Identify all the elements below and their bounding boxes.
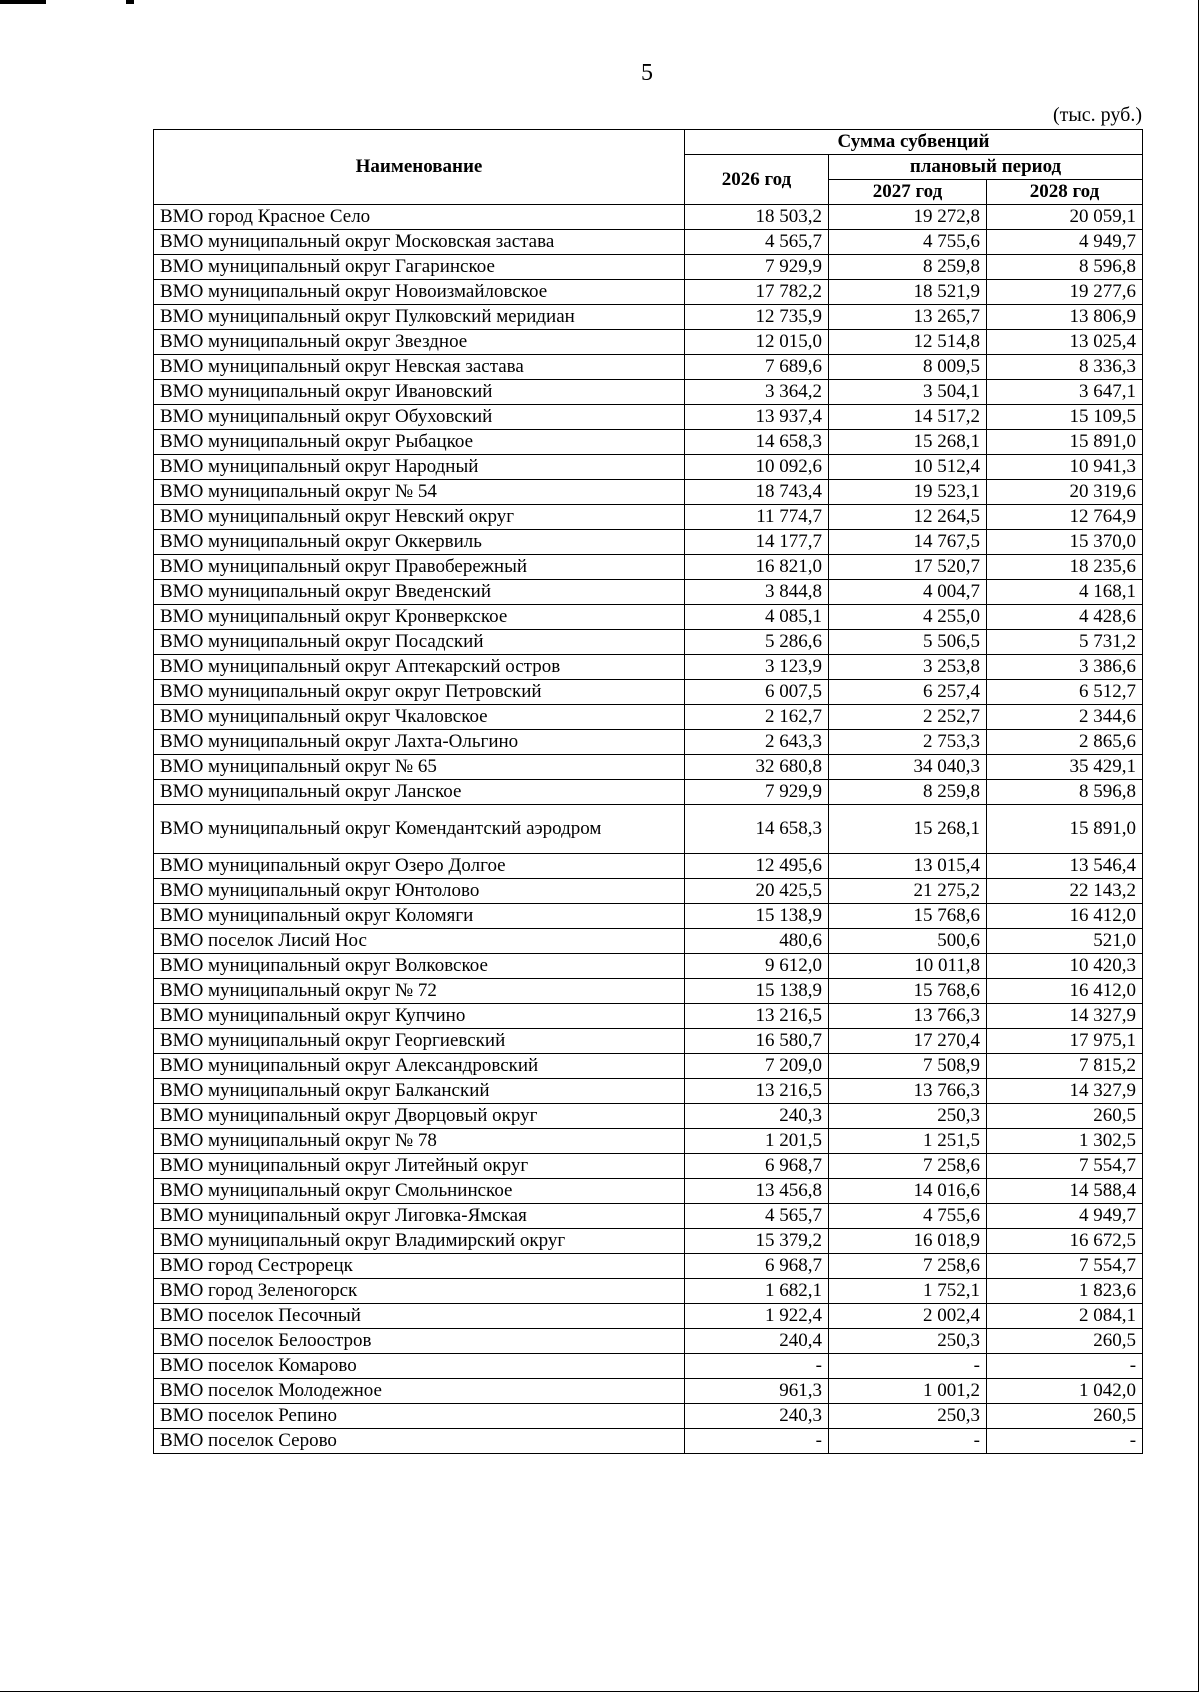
- row-value-2028: 15 891,0: [987, 805, 1143, 854]
- header-year-2028: 2028 год: [987, 180, 1143, 205]
- row-value-2027: 7 508,9: [829, 1054, 987, 1079]
- row-value-2027: 5 506,5: [829, 630, 987, 655]
- header-sum: Сумма субвенций: [685, 130, 1143, 155]
- row-value-2027: 15 768,6: [829, 979, 987, 1004]
- row-name-cell: ВМО муниципальный округ Введенский: [154, 580, 685, 605]
- row-value-2026: 12 735,9: [685, 305, 829, 330]
- row-value-2026: 240,3: [685, 1404, 829, 1429]
- row-name-cell: ВМО муниципальный округ Посадский: [154, 630, 685, 655]
- table-row: [154, 455, 1143, 480]
- row-name-cell: ВМО поселок Серово: [154, 1429, 685, 1454]
- row-value-2028: 2 084,1: [987, 1304, 1143, 1329]
- row-name-cell: ВМО муниципальный округ Аптекарский остров: [154, 655, 685, 680]
- row-value-2027: 15 768,6: [829, 904, 987, 929]
- row-value-2028: -: [987, 1354, 1143, 1379]
- table-row: [154, 1079, 1143, 1104]
- row-value-2027: 18 521,9: [829, 280, 987, 305]
- row-value-2028: 5 731,2: [987, 630, 1143, 655]
- row-value-2026: 13 216,5: [685, 1004, 829, 1029]
- row-value-2026: 240,3: [685, 1104, 829, 1129]
- table-row: [154, 805, 1143, 854]
- row-value-2028: 14 327,9: [987, 1079, 1143, 1104]
- row-name-cell: ВМО муниципальный округ Купчино: [154, 1004, 685, 1029]
- table-row: [154, 755, 1143, 780]
- row-value-2027: 15 268,1: [829, 430, 987, 455]
- table-row: [154, 480, 1143, 505]
- table-row: [154, 929, 1143, 954]
- row-name-cell: ВМО поселок Молодежное: [154, 1379, 685, 1404]
- row-value-2026: 5 286,6: [685, 630, 829, 655]
- row-value-2026: 6 007,5: [685, 680, 829, 705]
- row-name-cell: ВМО муниципальный округ Оккервиль: [154, 530, 685, 555]
- row-value-2027: 4 755,6: [829, 230, 987, 255]
- row-value-2026: 20 425,5: [685, 879, 829, 904]
- row-value-2028: 4 428,6: [987, 605, 1143, 630]
- row-value-2026: 16 580,7: [685, 1029, 829, 1054]
- row-value-2028: 3 647,1: [987, 380, 1143, 405]
- row-value-2028: 16 412,0: [987, 904, 1143, 929]
- table-row: [154, 1279, 1143, 1304]
- row-value-2026: 17 782,2: [685, 280, 829, 305]
- row-value-2026: 6 968,7: [685, 1154, 829, 1179]
- table-row: [154, 1154, 1143, 1179]
- row-value-2028: 14 588,4: [987, 1179, 1143, 1204]
- row-name-cell: ВМО муниципальный округ Владимирский округ: [154, 1229, 685, 1254]
- table-row: [154, 605, 1143, 630]
- table-row: [154, 705, 1143, 730]
- row-name-cell: ВМО муниципальный округ Лиговка-Ямская: [154, 1204, 685, 1229]
- row-value-2027: 19 523,1: [829, 480, 987, 505]
- row-value-2026: 15 138,9: [685, 979, 829, 1004]
- row-name-cell: ВМО поселок Лисий Нос: [154, 929, 685, 954]
- row-value-2026: 240,4: [685, 1329, 829, 1354]
- row-value-2028: 13 025,4: [987, 330, 1143, 355]
- table-row: [154, 1404, 1143, 1429]
- row-value-2026: 11 774,7: [685, 505, 829, 530]
- row-name-cell: ВМО муниципальный округ Чкаловское: [154, 705, 685, 730]
- row-value-2026: 15 379,2: [685, 1229, 829, 1254]
- row-value-2026: 13 456,8: [685, 1179, 829, 1204]
- row-value-2026: 14 658,3: [685, 430, 829, 455]
- row-name-cell: ВМО муниципальный округ Правобережный: [154, 555, 685, 580]
- row-name-cell: ВМО муниципальный округ Невская застава: [154, 355, 685, 380]
- row-value-2028: 1 823,6: [987, 1279, 1143, 1304]
- row-value-2027: 1 251,5: [829, 1129, 987, 1154]
- row-value-2027: 10 512,4: [829, 455, 987, 480]
- row-value-2028: 15 370,0: [987, 530, 1143, 555]
- row-value-2026: 7 209,0: [685, 1054, 829, 1079]
- row-value-2028: 7 554,7: [987, 1154, 1143, 1179]
- row-value-2028: 4 949,7: [987, 1204, 1143, 1229]
- row-name-cell: ВМО муниципальный округ Озеро Долгое: [154, 854, 685, 879]
- row-value-2027: 6 257,4: [829, 680, 987, 705]
- table-body: [154, 205, 1143, 1454]
- table-row: [154, 330, 1143, 355]
- row-value-2028: 3 386,6: [987, 655, 1143, 680]
- row-value-2027: 250,3: [829, 1104, 987, 1129]
- row-value-2028: 8 596,8: [987, 255, 1143, 280]
- row-value-2028: 10 420,3: [987, 954, 1143, 979]
- row-value-2028: 14 327,9: [987, 1004, 1143, 1029]
- row-name-cell: ВМО муниципальный округ Ивановский: [154, 380, 685, 405]
- table-row: [154, 954, 1143, 979]
- row-name-cell: ВМО муниципальный округ Коломяги: [154, 904, 685, 929]
- table-row: [154, 280, 1143, 305]
- row-value-2028: 20 059,1: [987, 205, 1143, 230]
- table-row: [154, 1304, 1143, 1329]
- page-number: 5: [641, 60, 653, 86]
- row-value-2026: 1 922,4: [685, 1304, 829, 1329]
- row-value-2027: 14 016,6: [829, 1179, 987, 1204]
- row-name-cell: ВМО муниципальный округ Александровский: [154, 1054, 685, 1079]
- row-name-cell: ВМО город Зеленогорск: [154, 1279, 685, 1304]
- row-value-2028: 18 235,6: [987, 555, 1143, 580]
- row-value-2027: 1 752,1: [829, 1279, 987, 1304]
- row-value-2026: -: [685, 1429, 829, 1454]
- table-row: [154, 1054, 1143, 1079]
- row-value-2028: 12 764,9: [987, 505, 1143, 530]
- table-row: [154, 430, 1143, 455]
- row-value-2027: 4 755,6: [829, 1204, 987, 1229]
- row-value-2026: 15 138,9: [685, 904, 829, 929]
- row-value-2028: 16 672,5: [987, 1229, 1143, 1254]
- row-value-2026: 16 821,0: [685, 555, 829, 580]
- row-value-2026: 18 743,4: [685, 480, 829, 505]
- row-name-cell: ВМО муниципальный округ Народный: [154, 455, 685, 480]
- table-row: [154, 1379, 1143, 1404]
- row-name-cell: ВМО поселок Комарово: [154, 1354, 685, 1379]
- row-value-2026: 14 177,7: [685, 530, 829, 555]
- table-row: [154, 1004, 1143, 1029]
- row-value-2027: 12 264,5: [829, 505, 987, 530]
- row-name-cell: ВМО муниципальный округ Волковское: [154, 954, 685, 979]
- table-row: [154, 1129, 1143, 1154]
- header-year-2027: 2027 год: [829, 180, 987, 205]
- table-row: [154, 1429, 1143, 1454]
- row-value-2026: 14 658,3: [685, 805, 829, 854]
- row-name-cell: ВМО муниципальный округ Юнтолово: [154, 879, 685, 904]
- row-value-2026: 13 216,5: [685, 1079, 829, 1104]
- table-row: [154, 1104, 1143, 1129]
- row-value-2028: 2 865,6: [987, 730, 1143, 755]
- table-row: [154, 655, 1143, 680]
- row-value-2028: 10 941,3: [987, 455, 1143, 480]
- row-value-2028: 4 168,1: [987, 580, 1143, 605]
- row-value-2027: 8 259,8: [829, 780, 987, 805]
- row-value-2026: 3 364,2: [685, 380, 829, 405]
- row-value-2026: 3 123,9: [685, 655, 829, 680]
- row-value-2027: 2 002,4: [829, 1304, 987, 1329]
- row-name-cell: ВМО муниципальный округ округ Петровский: [154, 680, 685, 705]
- row-value-2028: 2 344,6: [987, 705, 1143, 730]
- row-value-2027: 10 011,8: [829, 954, 987, 979]
- row-name-cell: ВМО муниципальный округ Московская застава: [154, 230, 685, 255]
- row-value-2026: 4 085,1: [685, 605, 829, 630]
- row-value-2026: 4 565,7: [685, 1204, 829, 1229]
- row-name-cell: ВМО город Сестрорецк: [154, 1254, 685, 1279]
- row-name-cell: ВМО муниципальный округ Пулковский меридиан: [154, 305, 685, 330]
- row-value-2028: 260,5: [987, 1329, 1143, 1354]
- row-name-cell: ВМО муниципальный округ Новоизмайловское: [154, 280, 685, 305]
- row-name-cell: ВМО город Красное Село: [154, 205, 685, 230]
- row-value-2027: 13 766,3: [829, 1004, 987, 1029]
- row-value-2027: 12 514,8: [829, 330, 987, 355]
- table-row: [154, 1254, 1143, 1279]
- row-value-2027: 13 265,7: [829, 305, 987, 330]
- units-label: (тыс. руб.): [1052, 104, 1142, 126]
- row-value-2027: 14 517,2: [829, 405, 987, 430]
- table-row: [154, 1329, 1143, 1354]
- row-value-2028: -: [987, 1429, 1143, 1454]
- row-value-2028: 19 277,6: [987, 280, 1143, 305]
- table-row: [154, 1029, 1143, 1054]
- row-name-cell: ВМО муниципальный округ Звездное: [154, 330, 685, 355]
- row-value-2026: 12 495,6: [685, 854, 829, 879]
- row-name-cell: ВМО муниципальный округ Кронверкское: [154, 605, 685, 630]
- row-value-2027: 17 520,7: [829, 555, 987, 580]
- row-name-cell: ВМО муниципальный округ Ланское: [154, 780, 685, 805]
- row-value-2028: 260,5: [987, 1104, 1143, 1129]
- row-value-2028: 8 596,8: [987, 780, 1143, 805]
- row-value-2027: 3 253,8: [829, 655, 987, 680]
- row-value-2026: 2 162,7: [685, 705, 829, 730]
- row-value-2027: 3 504,1: [829, 380, 987, 405]
- row-value-2027: -: [829, 1429, 987, 1454]
- row-value-2027: 19 272,8: [829, 205, 987, 230]
- table-row: [154, 780, 1143, 805]
- row-value-2027: 1 001,2: [829, 1379, 987, 1404]
- row-value-2026: 1 201,5: [685, 1129, 829, 1154]
- row-name-cell: ВМО муниципальный округ Обуховский: [154, 405, 685, 430]
- row-value-2027: 21 275,2: [829, 879, 987, 904]
- row-value-2027: 4 255,0: [829, 605, 987, 630]
- row-value-2027: 7 258,6: [829, 1154, 987, 1179]
- row-value-2028: 1 302,5: [987, 1129, 1143, 1154]
- table-row: [154, 580, 1143, 605]
- table-row: [154, 405, 1143, 430]
- row-value-2026: 6 968,7: [685, 1254, 829, 1279]
- table-row: [154, 730, 1143, 755]
- row-value-2027: 2 753,3: [829, 730, 987, 755]
- row-value-2028: 22 143,2: [987, 879, 1143, 904]
- row-name-cell: ВМО муниципальный округ Комендантский аэродром: [154, 805, 685, 854]
- row-value-2026: 7 689,6: [685, 355, 829, 380]
- row-value-2026: -: [685, 1354, 829, 1379]
- row-value-2027: 500,6: [829, 929, 987, 954]
- table-row: [154, 255, 1143, 280]
- row-value-2028: 7 554,7: [987, 1254, 1143, 1279]
- row-value-2027: 250,3: [829, 1329, 987, 1354]
- row-value-2028: 7 815,2: [987, 1054, 1143, 1079]
- row-value-2027: 15 268,1: [829, 805, 987, 854]
- table-row: [154, 979, 1143, 1004]
- row-value-2027: 250,3: [829, 1404, 987, 1429]
- table-row: [154, 355, 1143, 380]
- row-value-2027: 8 009,5: [829, 355, 987, 380]
- row-value-2026: 10 092,6: [685, 455, 829, 480]
- row-value-2027: 4 004,7: [829, 580, 987, 605]
- row-name-cell: ВМО муниципальный округ Балканский: [154, 1079, 685, 1104]
- table-row: [154, 630, 1143, 655]
- row-value-2027: 2 252,7: [829, 705, 987, 730]
- row-value-2028: 6 512,7: [987, 680, 1143, 705]
- row-value-2026: 12 015,0: [685, 330, 829, 355]
- row-value-2026: 3 844,8: [685, 580, 829, 605]
- table-row: [154, 505, 1143, 530]
- row-name-cell: ВМО муниципальный округ № 65: [154, 755, 685, 780]
- row-value-2028: 15 109,5: [987, 405, 1143, 430]
- table-row: [154, 230, 1143, 255]
- row-value-2026: 18 503,2: [685, 205, 829, 230]
- table-row: [154, 1354, 1143, 1379]
- row-name-cell: ВМО муниципальный округ № 54: [154, 480, 685, 505]
- row-name-cell: ВМО поселок Белоостров: [154, 1329, 685, 1354]
- table-row: [154, 530, 1143, 555]
- header-year-2026: 2026 год: [685, 155, 829, 205]
- row-value-2026: 2 643,3: [685, 730, 829, 755]
- row-value-2027: 13 015,4: [829, 854, 987, 879]
- row-value-2028: 17 975,1: [987, 1029, 1143, 1054]
- row-value-2026: 32 680,8: [685, 755, 829, 780]
- scan-corner-mark: [0, 0, 46, 4]
- table-row: [154, 1179, 1143, 1204]
- header-name: Наименование: [154, 130, 685, 205]
- header-planned-period: плановый период: [829, 155, 1143, 180]
- row-value-2028: 13 806,9: [987, 305, 1143, 330]
- table-row: [154, 1204, 1143, 1229]
- row-name-cell: ВМО муниципальный округ № 78: [154, 1129, 685, 1154]
- scan-corner-dot: [126, 0, 134, 4]
- row-value-2026: 9 612,0: [685, 954, 829, 979]
- row-value-2028: 13 546,4: [987, 854, 1143, 879]
- row-name-cell: ВМО муниципальный округ № 72: [154, 979, 685, 1004]
- row-value-2027: -: [829, 1354, 987, 1379]
- subventions-table: [153, 129, 1143, 1454]
- row-value-2026: 7 929,9: [685, 255, 829, 280]
- row-name-cell: ВМО муниципальный округ Литейный округ: [154, 1154, 685, 1179]
- row-value-2028: 4 949,7: [987, 230, 1143, 255]
- row-value-2027: 13 766,3: [829, 1079, 987, 1104]
- table-row: [154, 854, 1143, 879]
- row-value-2026: 961,3: [685, 1379, 829, 1404]
- table-row: [154, 380, 1143, 405]
- table-row: [154, 555, 1143, 580]
- row-value-2028: 260,5: [987, 1404, 1143, 1429]
- row-value-2027: 16 018,9: [829, 1229, 987, 1254]
- row-value-2026: 4 565,7: [685, 230, 829, 255]
- table-row: [154, 205, 1143, 230]
- row-name-cell: ВМО муниципальный округ Дворцовый округ: [154, 1104, 685, 1129]
- row-value-2027: 7 258,6: [829, 1254, 987, 1279]
- table-row: [154, 680, 1143, 705]
- row-value-2028: 8 336,3: [987, 355, 1143, 380]
- table-row: [154, 1229, 1143, 1254]
- row-name-cell: ВМО муниципальный округ Рыбацкое: [154, 430, 685, 455]
- row-name-cell: ВМО муниципальный округ Георгиевский: [154, 1029, 685, 1054]
- row-value-2027: 17 270,4: [829, 1029, 987, 1054]
- row-name-cell: ВМО муниципальный округ Невский округ: [154, 505, 685, 530]
- row-value-2028: 35 429,1: [987, 755, 1143, 780]
- row-value-2027: 8 259,8: [829, 255, 987, 280]
- row-name-cell: ВМО муниципальный округ Лахта-Ольгино: [154, 730, 685, 755]
- row-value-2026: 480,6: [685, 929, 829, 954]
- row-value-2028: 15 891,0: [987, 430, 1143, 455]
- row-name-cell: ВМО поселок Песочный: [154, 1304, 685, 1329]
- row-value-2026: 1 682,1: [685, 1279, 829, 1304]
- table-row: [154, 904, 1143, 929]
- row-value-2026: 13 937,4: [685, 405, 829, 430]
- row-value-2028: 1 042,0: [987, 1379, 1143, 1404]
- row-name-cell: ВМО муниципальный округ Гагаринское: [154, 255, 685, 280]
- row-value-2028: 20 319,6: [987, 480, 1143, 505]
- row-value-2027: 14 767,5: [829, 530, 987, 555]
- row-value-2026: 7 929,9: [685, 780, 829, 805]
- row-name-cell: ВМО поселок Репино: [154, 1404, 685, 1429]
- row-value-2028: 16 412,0: [987, 979, 1143, 1004]
- row-value-2027: 34 040,3: [829, 755, 987, 780]
- table-row: [154, 879, 1143, 904]
- row-name-cell: ВМО муниципальный округ Смольнинское: [154, 1179, 685, 1204]
- table-row: [154, 305, 1143, 330]
- row-value-2028: 521,0: [987, 929, 1143, 954]
